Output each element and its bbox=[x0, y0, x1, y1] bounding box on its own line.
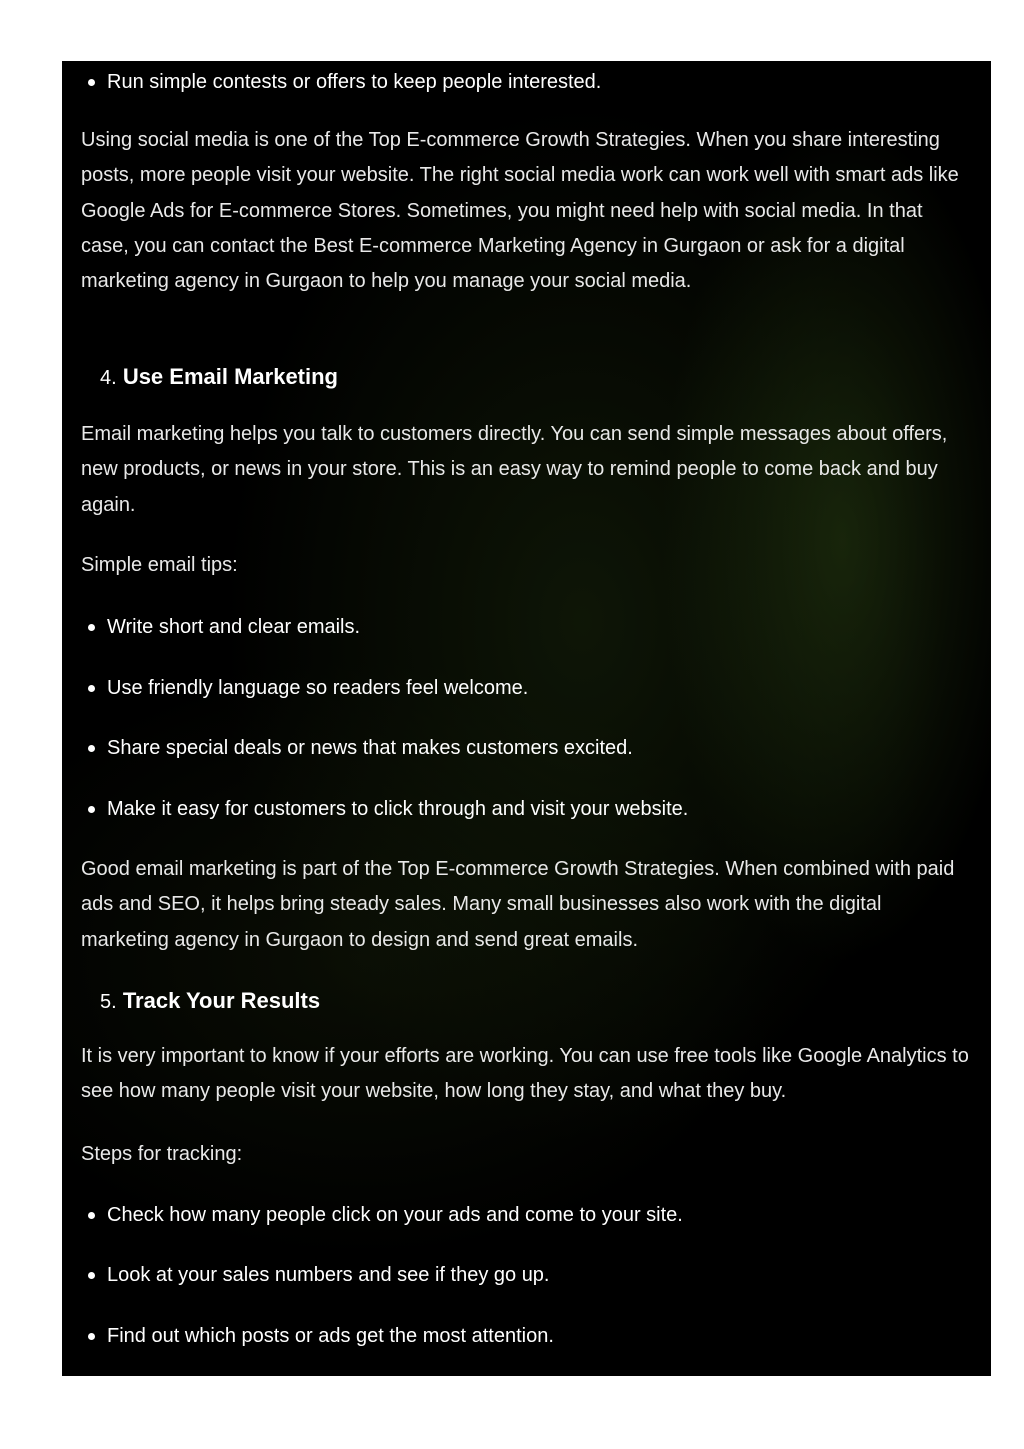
tracking-steps-label: Steps for tracking: bbox=[81, 1143, 243, 1165]
bullet-icon bbox=[88, 806, 95, 813]
list-item-text: Use friendly language so readers feel welcome. bbox=[107, 677, 529, 699]
section-heading-tracking bbox=[100, 987, 320, 1016]
tracking-intro-paragraph: It is very important to know if your efforts are working. You can use free tools like Google Analytics to see how many people visit your website, how long they stay, and what they buy. bbox=[81, 1045, 969, 1103]
section-number: 4. bbox=[100, 367, 117, 389]
section-title: Use Email Marketing bbox=[122, 364, 338, 389]
list-item-text: Make it easy for customers to click through and visit your website. bbox=[107, 798, 689, 820]
list-item-text: Write short and clear emails. bbox=[107, 616, 361, 638]
bullet-icon bbox=[88, 1212, 95, 1219]
list-item-text: Look at your sales numbers and see if they go up. bbox=[107, 1264, 550, 1286]
bullet-icon bbox=[88, 1333, 95, 1340]
bullet-icon bbox=[88, 685, 95, 692]
bullet-icon bbox=[88, 624, 95, 631]
email-tips-label: Simple email tips: bbox=[81, 554, 238, 576]
article-panel bbox=[62, 61, 991, 1376]
bullet-icon bbox=[88, 79, 95, 86]
bullet-icon bbox=[88, 1272, 95, 1279]
bullet-icon bbox=[88, 745, 95, 752]
list-item-text: Share special deals or news that makes customers excited. bbox=[107, 737, 633, 759]
email-intro-paragraph: Email marketing helps you talk to customers directly. You can send simple messages about offers, new products, or news in your store. This is an easy way to remind people to come back and buy again. bbox=[81, 423, 948, 516]
section-heading-email bbox=[100, 363, 338, 392]
section-number: 5. bbox=[100, 991, 117, 1013]
social-media-paragraph: Using social media is one of the Top E-commerce Growth Strategies. When you share interesting posts, more people visit your website. The right social media work can work well with smart ads like Google Ads for E-commerce Stores. Sometimes, you might need help with social media. In that case, you can contact the Best E-commerce Marketing Agency in Gurgaon or ask for a digital marketing agency in Gurgaon to help you manage your social media. bbox=[81, 129, 959, 293]
email-closing-paragraph: Good email marketing is part of the Top E-commerce Growth Strategies. When combined with paid ads and SEO, it helps bring steady sales. Many small businesses also work with the digital marketing agency in Gurgaon to design and send great emails. bbox=[81, 858, 955, 951]
list-item-text: Find out which posts or ads get the most attention. bbox=[107, 1325, 554, 1347]
list-item-text: Run simple contests or offers to keep people interested. bbox=[107, 71, 602, 93]
section-title: Track Your Results bbox=[122, 988, 321, 1013]
list-item-text: Check how many people click on your ads and come to your site. bbox=[107, 1204, 683, 1226]
